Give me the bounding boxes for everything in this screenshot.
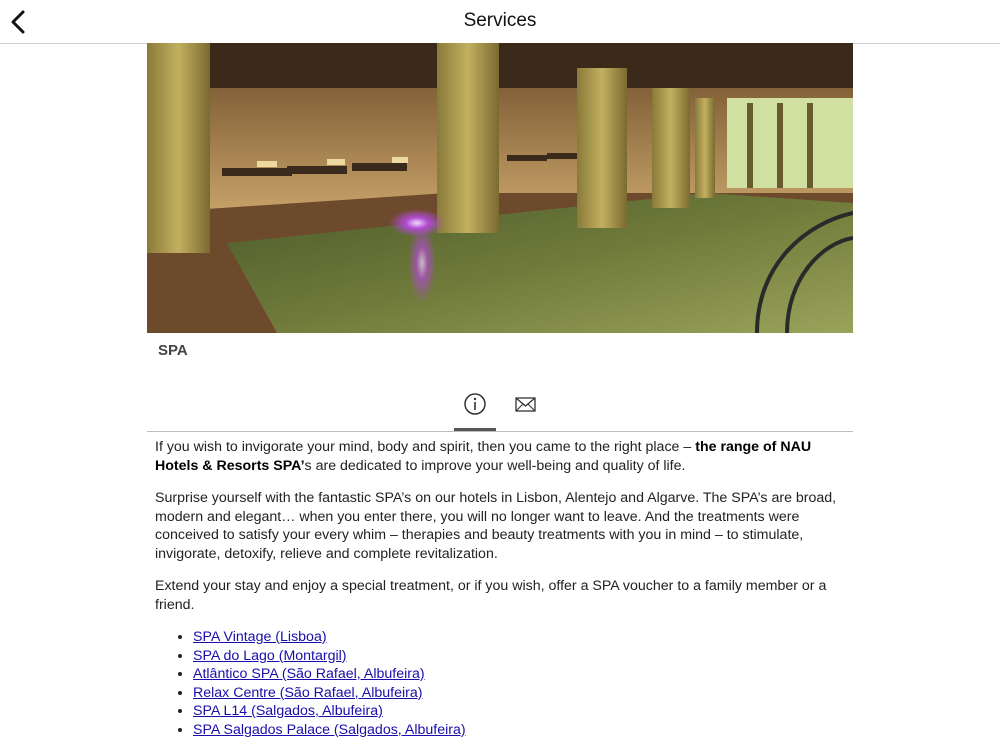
list-item — [193, 702, 845, 721]
description-paragraph: Surprise yourself with the fantastic SPA’s on our hotels in Lisbon, Alentejo and Algarve. The SPA’s are broad, modern and elegant… when you enter there, you will no longer want to leave. And the treatments were conceived to satisfy your every whim – therapies and beauty treatments with you in mind – to stimulate, invigorate, detoxify, relieve and complete revitalization. — [155, 490, 837, 562]
page-title: Services — [463, 10, 537, 31]
intro-paragraph: If you wish to invigorate your mind, body and spirit, then you came to the right place – the range of NAU Hotels & Resorts SPA’s are dedicated to improve your well-being and quality of life. — [155, 439, 812, 474]
tab-bar — [147, 388, 853, 432]
list-item — [193, 665, 845, 684]
envelope-icon — [505, 388, 547, 428]
tab-info[interactable] — [454, 388, 496, 431]
navigation-bar — [0, 0, 1000, 44]
spa-links-list — [155, 628, 845, 739]
spa-hero-image — [147, 43, 853, 333]
list-item — [193, 721, 845, 740]
spa-link-l14[interactable]: SPA L14 (Salgados, Albufeira) — [193, 703, 383, 719]
spa-link-lago[interactable]: SPA do Lago (Montargil) — [193, 647, 347, 664]
section-title: SPA — [158, 342, 188, 359]
spa-link-relax-centre[interactable]: Relax Centre (São Rafael, Albufeira) — [193, 684, 423, 701]
voucher-paragraph: Extend your stay and enjoy a special treatment, or if you wish, offer a SPA voucher to a family member or a friend. — [155, 578, 827, 613]
list-item — [193, 647, 845, 666]
spa-description — [155, 438, 845, 739]
spa-link-vintage[interactable]: SPA Vintage (Lisboa) — [193, 629, 327, 645]
spa-link-atlantico[interactable]: Atlântico SPA (São Rafael, Albufeira) — [193, 666, 425, 682]
spa-link-salgados-palace[interactable]: SPA Salgados Palace (Salgados, Albufeira) — [193, 721, 466, 738]
list-item — [193, 684, 845, 703]
list-item — [193, 628, 845, 647]
info-icon — [454, 388, 496, 428]
tab-contact[interactable] — [505, 388, 547, 430]
